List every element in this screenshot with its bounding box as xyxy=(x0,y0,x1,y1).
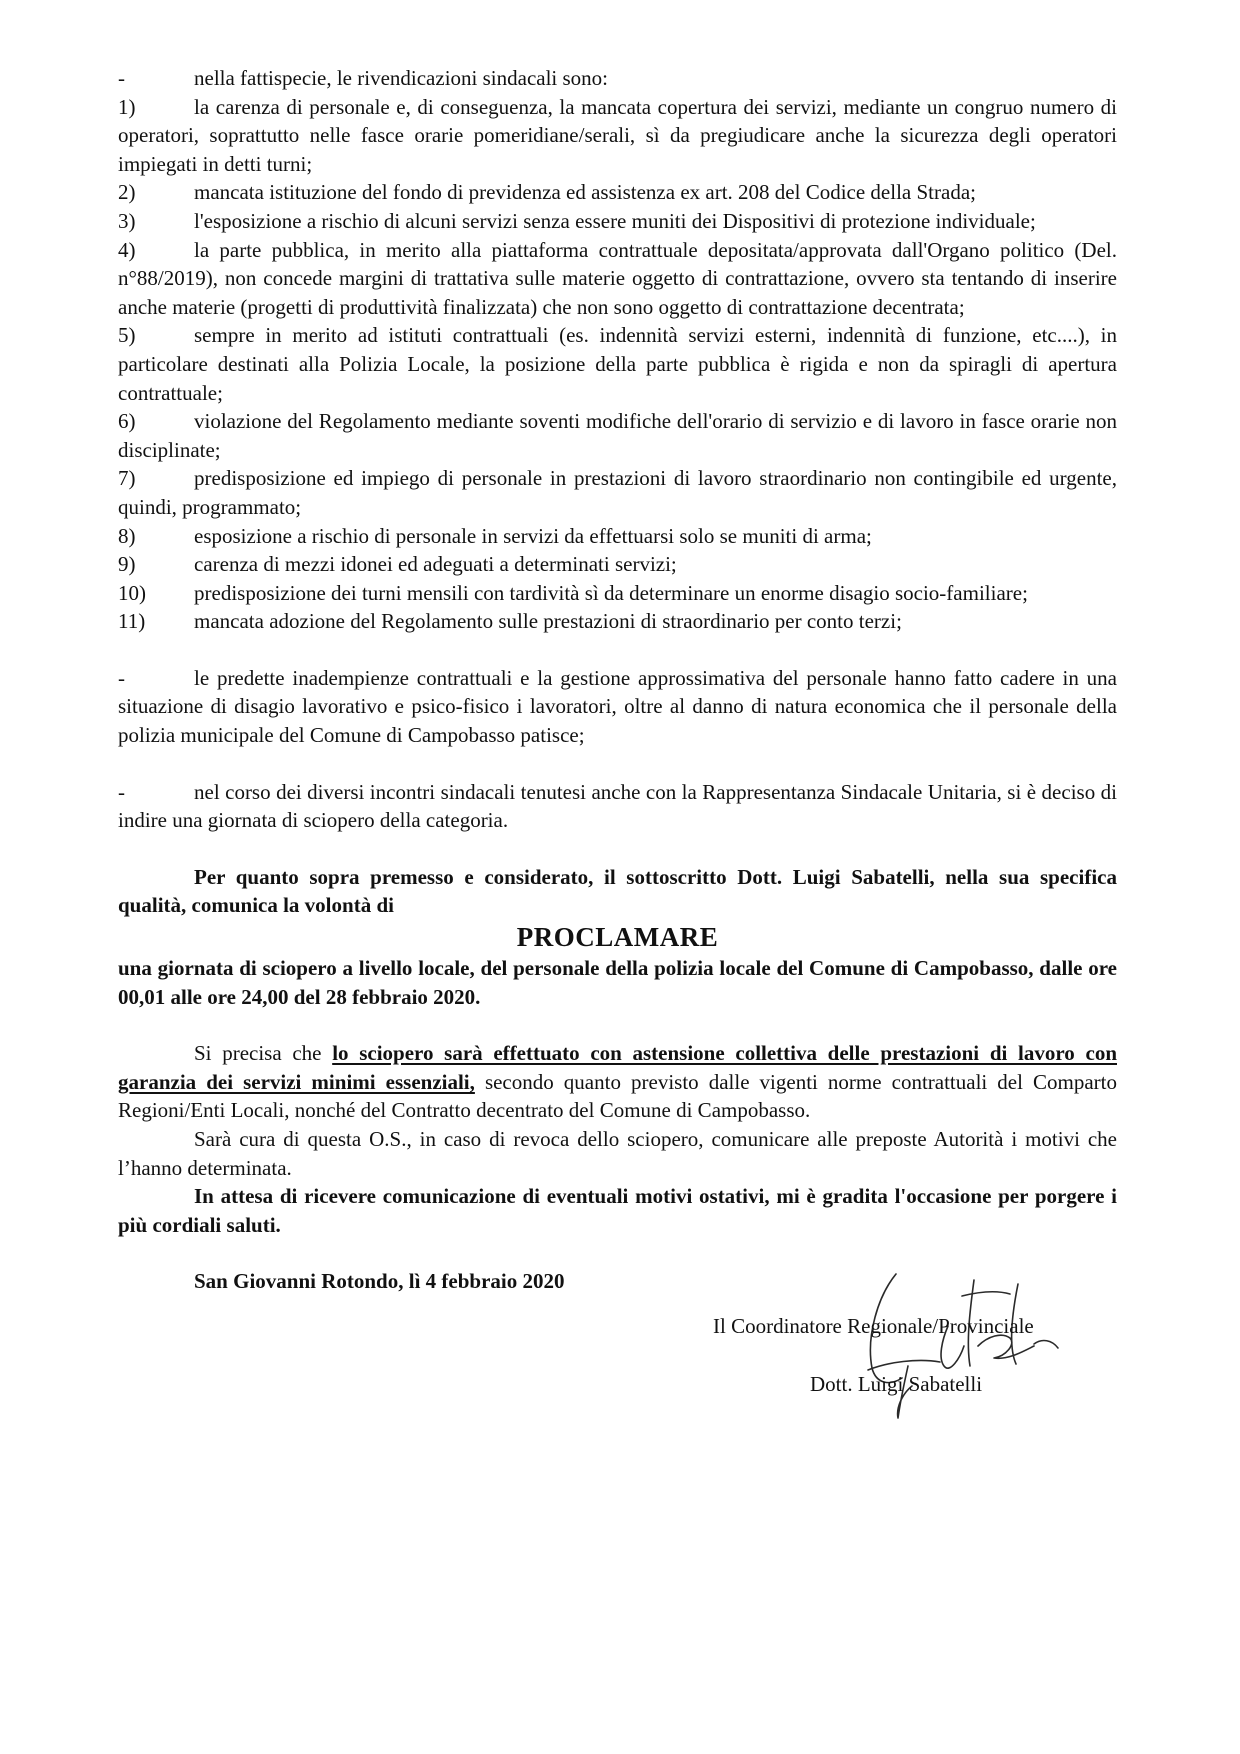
claim-text: predisposizione ed impiego di personale in prestazioni di lavoro straordinario non contingibile ed urgente, quindi, programmato; xyxy=(118,466,1117,519)
proclaim-paragraph: una giornata di sciopero a livello locale, del personale della polizia locale del Comune di Campobasso, dalle ore 00,01 alle ore 24,00 del 28 febbraio 2020. xyxy=(118,956,1117,1009)
claim-item xyxy=(118,236,1117,322)
claim-text: la carenza di personale e, di conseguenza, la mancata copertura dei servizi, mediante un congruo numero di operatori, soprattutto nelle fasce orarie pomeridiane/serali, sì da pregiudicare anche la sicurezza degli operatori impiegati in detti turni; xyxy=(118,94,1117,176)
bullet-dash: - xyxy=(118,66,125,90)
precisa-paragraph xyxy=(118,1039,1117,1125)
claim-number: 6) xyxy=(118,409,136,434)
claim-text: carenza di mezzi idonei ed adeguati a determinati servizi; xyxy=(194,552,677,577)
spacer xyxy=(118,636,1117,664)
precisa-rest: secondo quanto previsto dalle vigenti norme contrattuali del Comparto Regioni/Enti Locali, nonché del Contratto decentrato del Comune di Campobasso. xyxy=(118,1069,1117,1123)
claim-item xyxy=(118,550,1117,579)
revoca-paragraph: Sarà cura di questa O.S., in caso di revoca dello sciopero, comunicare alle preposte Autorità i motivi che l’hanno determinata. xyxy=(118,1127,1117,1180)
closing-paragraph: In attesa di ricevere comunicazione di eventuali motivi ostativi, mi è gradita l'occasione per porgere i più cordiali saluti. xyxy=(118,1184,1117,1237)
spacer xyxy=(118,750,1117,778)
claim-text: sempre in merito ad istituti contrattuali (es. indennità servizi esterni, indennità di funzione, etc....), in particolare destinati alla Polizia Locale, la posizione della parte pubblica è rigida e non da spiragli di apertura contrattuale; xyxy=(118,323,1117,405)
spacer xyxy=(118,1011,1117,1039)
claim-text: esposizione a rischio di personale in servizi da effettuarsi solo se muniti di arma; xyxy=(194,523,872,548)
claim-item xyxy=(118,207,1117,236)
paragraph-inadempienze xyxy=(118,664,1117,750)
paragraph-incontri xyxy=(118,778,1117,835)
spacer xyxy=(118,1239,1117,1267)
place-date: San Giovanni Rotondo, lì 4 febbraio 2020 xyxy=(194,1269,565,1294)
claim-text: mancata adozione del Regolamento sulle prestazioni di straordinario per conto terzi; xyxy=(194,609,902,634)
claim-number: 11) xyxy=(118,609,146,634)
claim-number: 4) xyxy=(118,237,136,262)
claim-text: predisposizione dei turni mensili con tardività sì da determinare un enorme disagio socio-familiare; xyxy=(194,580,1028,605)
claims-list xyxy=(118,93,1117,636)
proclaim-heading: PROCLAMARE xyxy=(516,922,719,953)
claim-text: mancata istituzione del fondo di previdenza ed assistenza ex art. 208 del Codice della Strada; xyxy=(194,180,976,205)
claim-number: 9) xyxy=(118,552,136,577)
claim-item xyxy=(118,522,1117,551)
precisa-lead: Si precisa che xyxy=(194,1041,333,1066)
claim-item xyxy=(118,407,1117,464)
bullet-dash: - xyxy=(118,665,125,690)
claim-number: 8) xyxy=(118,523,136,548)
claim-number: 7) xyxy=(118,466,136,491)
claim-number: 2) xyxy=(118,180,136,205)
claim-text: la parte pubblica, in merito alla piattaforma contrattuale depositata/approvata dall'Organo politico (Del. n°88/2019), non concede margini di trattativa sulle materie oggetto di contrattazione, ovvero sta tentando di inserire anche materie (progetti di produttività finalizzata) che non sono oggetto di contrattazione decentrata; xyxy=(118,237,1117,319)
spacer xyxy=(118,835,1117,863)
paragraph-text: le predette inadempienze contrattuali e la gestione approssimativa del personale hanno fatto cadere in una situazione di disagio lavorativo e psico-fisico i lavoratori, oltre al danno di natura economica che il personale della polizia municipale del Comune di Campobasso patisce; xyxy=(118,665,1117,748)
premise-paragraph: Per quanto sopra premesso e considerato, il sottoscritto Dott. Luigi Sabatelli, nella sua specifica qualità, comunica la volontà di xyxy=(118,864,1117,918)
claim-text: violazione del Regolamento mediante soventi modifiche dell'orario di servizio e di lavoro in fasce orarie non disciplinate; xyxy=(118,409,1117,462)
signature-block xyxy=(118,1296,1117,1426)
precisa-underlined: lo sciopero sarà effettuato con astensione collettiva delle prestazioni di lavoro con garanzia dei servizi minimi essenziali, xyxy=(118,1041,1117,1094)
claim-item xyxy=(118,579,1117,608)
handwritten-signature xyxy=(838,1266,1068,1426)
claim-item xyxy=(118,93,1117,179)
claim-number: 3) xyxy=(118,208,136,233)
paragraph-text: nel corso dei diversi incontri sindacali tenutesi anche con la Rappresentanza Sindacale Unitaria, si è deciso di indire una giornata di sciopero della categoria. xyxy=(118,779,1117,833)
intro-text: nella fattispecie, le rivendicazioni sindacali sono: xyxy=(194,66,609,90)
bullet-dash: - xyxy=(118,779,125,804)
claim-text: l'esposizione a rischio di alcuni servizi senza essere muniti dei Dispositivi di protezione individuale; xyxy=(194,208,1036,233)
intro-line xyxy=(118,64,1117,93)
claim-item xyxy=(118,607,1117,636)
claim-number: 10) xyxy=(118,580,146,605)
claim-item xyxy=(118,178,1117,207)
claim-item xyxy=(118,464,1117,521)
signature-role: Il Coordinatore Regionale/Provinciale xyxy=(713,1313,1034,1338)
claim-number: 1) xyxy=(118,94,136,119)
claim-number: 5) xyxy=(118,323,136,348)
signature-name: Dott. Luigi Sabatelli xyxy=(810,1371,983,1396)
claim-item xyxy=(118,321,1117,407)
